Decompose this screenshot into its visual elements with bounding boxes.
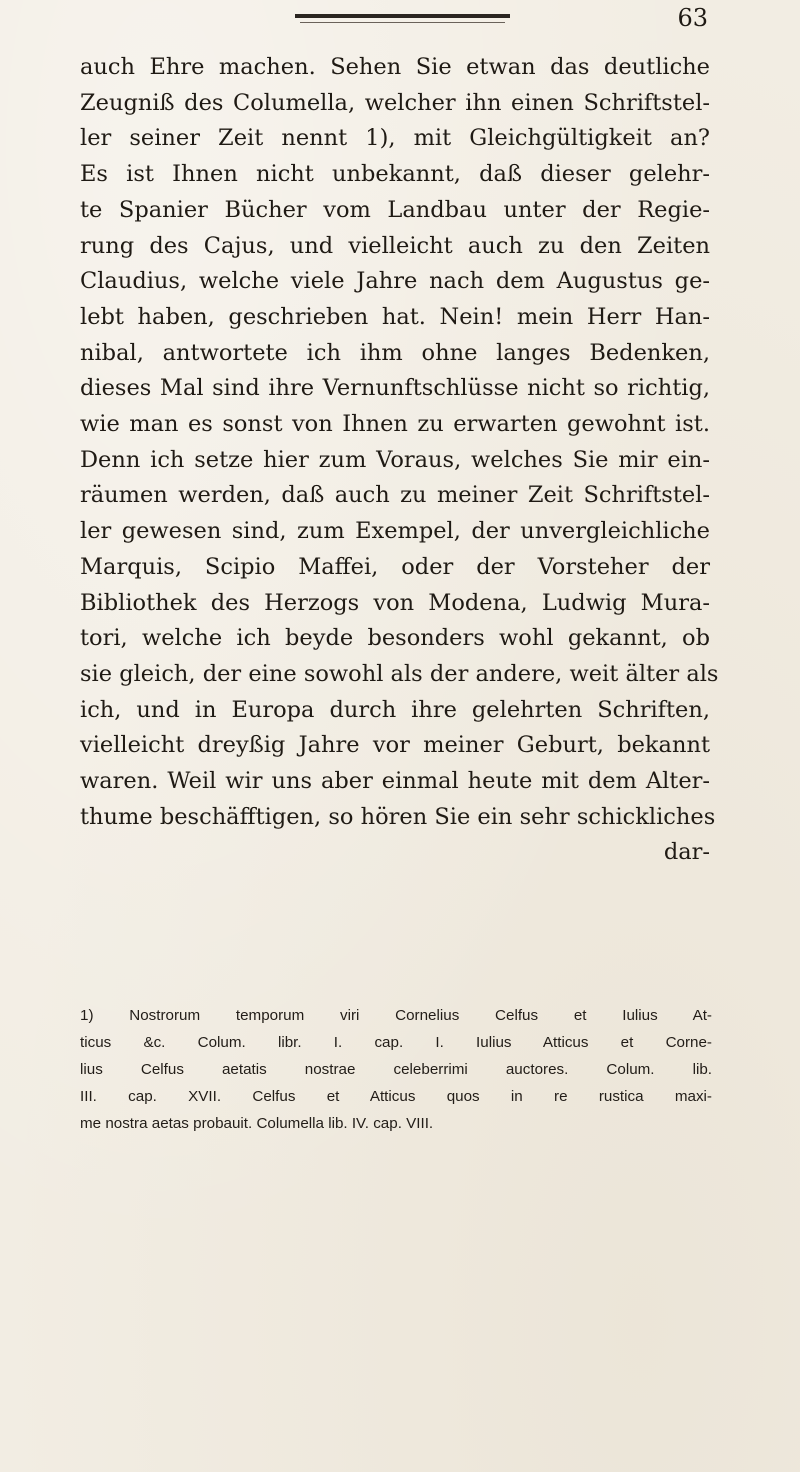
body-line: wie man es sonst von Ihnen zu erwarten gewohnt ist.: [80, 411, 710, 438]
body-line: tori, welche ich beyde besonders wohl gekannt, ob: [80, 625, 710, 652]
body-line: nibal, antwortete ich ihm ohne langes Bedenken,: [80, 339, 710, 366]
body-line: ich, und in Europa durch ihre gelehrten Schriften,: [80, 696, 710, 723]
footnote-line: lius Celfus aetatis nostrae celeberrimi auctores. Colum. lib.: [80, 1061, 712, 1078]
body-text: [80, 50, 719, 871]
body-line: Es ist Ihnen nicht unbekannt, daß dieser gelehr-: [80, 161, 710, 188]
body-line: te Spanier Bücher vom Landbau unter der Regie-: [80, 196, 710, 223]
body-line: ler seiner Zeit nennt 1), mit Gleichgültigkeit an?: [80, 125, 710, 152]
body-line: auch Ehre machen. Sehen Sie etwan das deutliche: [80, 54, 710, 80]
footnote: [80, 1002, 712, 1137]
footnote-line: me nostra aetas probauit. Columella lib. IV. cap. VIII.: [80, 1115, 434, 1132]
catchword: dar-: [663, 839, 710, 866]
header-rule-thin: [300, 22, 505, 23]
body-line: Denn ich setze hier zum Voraus, welches Sie mir ein-: [80, 446, 710, 473]
body-line: Zeugniß des Columella, welcher ihn einen Schriftstel-: [80, 89, 710, 116]
body-line: Claudius, welche viele Jahre nach dem Augustus ge-: [80, 268, 710, 295]
body-line: lebt haben, geschrieben hat. Nein! mein Herr Han-: [80, 303, 710, 330]
body-line: Bibliothek des Herzogs von Modena, Ludwig Mura-: [80, 589, 710, 616]
footnote-line: 1) Nostrorum temporum viri Cornelius Celfus et Iulius At-: [80, 1007, 712, 1024]
body-line: rung des Cajus, und vielleicht auch zu den Zeiten: [80, 232, 710, 259]
body-line: sie gleich, der eine sowohl als der andere, weit älter als: [80, 660, 719, 687]
header-rule: [295, 14, 510, 18]
footnote-line: III. cap. XVII. Celfus et Atticus quos in re rustica maxi-: [80, 1088, 712, 1105]
page-number: 63: [677, 4, 708, 32]
body-line: ler gewesen sind, zum Exempel, der unvergleichliche: [80, 518, 710, 545]
body-line: vielleicht dreyßig Jahre vor meiner Geburt, bekannt: [80, 732, 710, 759]
body-line: Marquis, Scipio Maffei, oder der Vorsteher der: [80, 553, 710, 580]
footnote-line: ticus &c. Colum. libr. I. cap. I. Iulius Atticus et Corne-: [80, 1034, 712, 1051]
body-line: waren. Weil wir uns aber einmal heute mit dem Alter-: [80, 768, 710, 795]
body-line: thume beschäfftigen, so hören Sie ein sehr schickliches: [80, 803, 716, 830]
body-line: dieses Mal sind ihre Vernunftschlüsse nicht so richtig,: [80, 375, 710, 402]
body-line: räumen werden, daß auch zu meiner Zeit Schriftstel-: [80, 482, 710, 509]
